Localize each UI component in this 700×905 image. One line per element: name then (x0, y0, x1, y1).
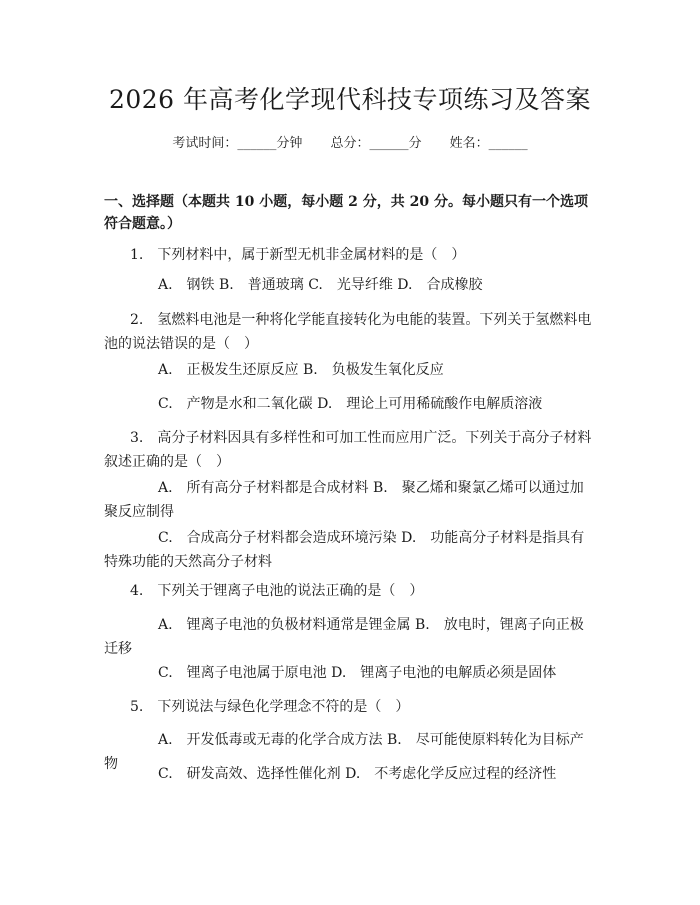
question-5-options-ab: A. 开发低毒或无毒的化学合成方法 B. 尽可能使原料转化为目标产物 (104, 732, 584, 772)
question-5-stem: 5. 下列说法与绿色化学理念不符的是（ ） (130, 699, 410, 715)
question-2-options-cd: C. 产物是水和二氧化碳 D. 理论上可用稀硫酸作电解质溶液 (158, 396, 543, 412)
section-heading: 一、选择题（本题共 10 小题，每小题 2 分，共 20 分。每小题只有一个选项符合题意。） (104, 194, 588, 232)
exam-time-field: 考试时间：______分钟 (172, 136, 303, 151)
question-2-options-ab: A. 正极发生还原反应 B. 负极发生氧化反应 (158, 362, 444, 378)
question-3-options-ab: A. 所有高分子材料都是合成材料 B. 聚乙烯和聚氯乙烯可以通过加聚反应制得 (104, 480, 584, 520)
question-2-stem: 2. 氢燃料电池是一种将化学能直接转化为电能的装置。下列关于氢燃料电池的说法错误的是（ ） (104, 312, 592, 352)
student-name-field: 姓名：______ (449, 136, 528, 151)
question-1-stem: 1. 下列材料中，属于新型无机非金属材料的是（ ） (130, 247, 466, 263)
question-3-options-cd: C. 合成高分子材料都会造成环境污染 D. 功能高分子材料是指具有特殊功能的天然高分子材料 (104, 530, 585, 570)
question-5-options-cd: C. 研发高效、选择性催化剂 D. 不考虑化学反应过程的经济性 (158, 766, 557, 782)
total-score-field: 总分：______分 (330, 136, 422, 151)
question-4-options-ab: A. 锂离子电池的负极材料通常是锂金属 B. 放电时，锂离子向正极迁移 (104, 617, 584, 657)
question-4-options-cd: C. 锂离子电池属于原电池 D. 锂离子电池的电解质必须是固体 (158, 665, 557, 681)
question-1-options: A. 钢铁 B. 普通玻璃 C. 光导纤维 D. 合成橡胶 (158, 277, 483, 293)
question-4-stem: 4. 下列关于锂离子电池的说法正确的是（ ） (130, 583, 424, 599)
exam-meta (0, 132, 700, 151)
page-title: 2026 年高考化学现代科技专项练习及答案 (108, 85, 592, 114)
question-3-stem: 3. 高分子材料因具有多样性和可加工性而应用广泛。下列关于高分子材料叙述正确的是（ ） (104, 430, 592, 470)
